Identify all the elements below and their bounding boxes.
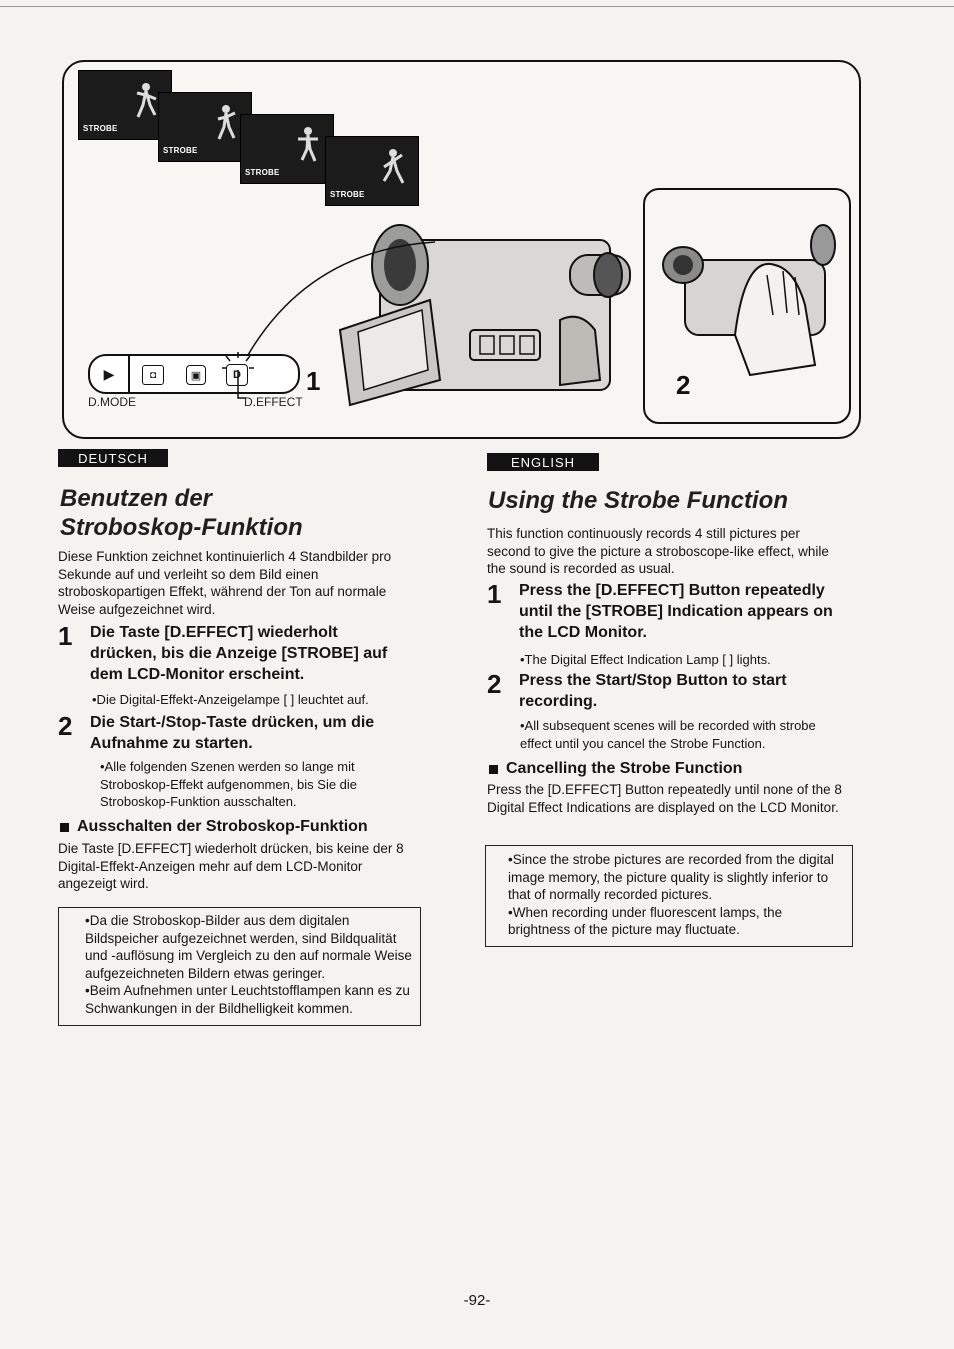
german-note-2: •Beim Aufnehmen unter Leuchtstofflampen kann es zu Schwankungen in der Bildhelligkeit kommen. <box>85 983 410 1016</box>
step-text: Press the [D.EFFECT] Button repeatedly until the [STROBE] Indication appears on the LCD Monitor. <box>519 582 833 641</box>
english-note-2: •When recording under fluorescent lamps, the brightness of the picture may fluctuate. <box>508 904 783 937</box>
english-step-2 <box>487 670 867 712</box>
english-step-1 <box>487 580 867 643</box>
digital-mode-icon[interactable]: ▣ <box>186 365 206 385</box>
german-note-box <box>58 907 421 1026</box>
strip-divider <box>128 356 130 392</box>
german-cancel-heading <box>60 818 368 836</box>
step-number: 2 <box>487 669 502 699</box>
step-number: 1 <box>487 579 502 609</box>
german-intro: Diese Funktion zeichnet kontinuierlich 4 Standbilder pro Sekunde auf und verleiht so dem Bild einen stroboskopartigen Effekt, während der Ton auf normale Weise aufgezeichnet wird. <box>58 549 392 617</box>
step-1-marker: 1 <box>306 366 321 396</box>
english-cancel-body: Press the [D.EFFECT] Button repeatedly until none of the 8 Digital Effect Indications are displayed on the LCD Monitor. <box>487 782 842 815</box>
language-tag-german: DEUTSCH <box>58 449 168 467</box>
page-number: -92- <box>463 1292 491 1309</box>
skater-figure-icon <box>215 103 237 143</box>
german-step-2 <box>58 712 428 754</box>
strobe-thumbnail <box>240 114 334 184</box>
square-bullet-icon <box>60 823 69 832</box>
language-tag-english: ENGLISH <box>487 453 599 471</box>
deffect-label: D.EFFECT <box>244 395 303 409</box>
step-number: 2 <box>58 711 73 741</box>
square-bullet-icon <box>489 765 498 774</box>
skater-figure-icon <box>297 125 319 165</box>
german-cancel-body: Die Taste [D.EFFECT] wiederholt drücken, bis keine der 8 Digital-Effekt-Anzeigen mehr auf dem LCD-Monitor angezeigt wird. <box>58 841 404 891</box>
english-step-1-bullet: •The Digital Effect Indication Lamp [ ] lights. <box>520 652 771 667</box>
thumbnail-label: STROBE <box>330 190 365 199</box>
german-step-1-bullet: •Die Digital-Effekt-Anzeigelampe [ ] leuchtet auf. <box>92 692 369 707</box>
english-intro: This function continuously records 4 still pictures per second to give the picture a stroboscope-like effect, while the sound is recorded as usual. <box>487 526 829 576</box>
thumbnail-label: STROBE <box>245 168 280 177</box>
english-step-2-bullet: •All subsequent scenes will be recorded with strobe effect until you cancel the Strobe Function. <box>520 718 816 751</box>
deffect-button-icon[interactable]: D <box>226 364 248 386</box>
german-step-2-bullet: •Alle folgenden Szenen werden so lange mit Stroboskop-Effekt aufgenommen, bis Sie die Stroboskop-Funktion ausschalten. <box>100 759 358 809</box>
deffect-leader-line <box>234 370 248 402</box>
dmode-label: D.MODE <box>88 395 136 409</box>
cancel-heading-text: Ausschalten der Stroboskop-Funktion <box>77 818 368 835</box>
photo-mode-icon[interactable]: ◘ <box>142 365 164 385</box>
german-note-1: •Da die Stroboskop-Bilder aus dem digitalen Bildspeicher aufgezeichnet werden, sind Bildqualität und -auflösung im Vergleich zu den auf normale Weise aufgezeichneten Bildern etwas geringer. <box>85 913 412 981</box>
skater-figure-icon <box>135 81 157 121</box>
german-title-line2: Stroboskop-Funktion <box>60 514 303 541</box>
callout-arc <box>240 230 440 360</box>
dmode-button-strip <box>88 354 300 394</box>
thumbnail-label: STROBE <box>163 146 198 155</box>
page-top-edge <box>0 6 954 7</box>
german-step-1 <box>58 622 428 685</box>
step-2-marker: 2 <box>676 370 691 400</box>
thumbnail-label: STROBE <box>83 124 118 133</box>
german-title-line1: Benutzen der <box>60 485 213 512</box>
step-text: Press the Start/Stop Button to start recording. <box>519 672 787 710</box>
strobe-thumbnail <box>325 136 419 206</box>
step-text: Die Start-/Stop-Taste drücken, um die Aufnahme zu starten. <box>90 714 375 752</box>
strobe-thumbnail <box>158 92 252 162</box>
english-title: Using the Strobe Function <box>488 487 788 514</box>
hand-pressing-button-illustration <box>655 215 840 380</box>
step-text: Die Taste [D.EFFECT] wiederholt drücken, bis die Anzeige [STROBE] auf dem LCD-Monitor erscheint. <box>90 624 388 683</box>
cancel-heading-text: Cancelling the Strobe Function <box>506 760 743 777</box>
english-cancel-heading <box>489 760 742 778</box>
play-icon[interactable]: ▶ <box>103 365 115 382</box>
english-note-1: •Since the strobe pictures are recorded from the digital image memory, the picture quality is slightly inferior to that of normally recorded pictures. <box>508 852 834 902</box>
skater-figure-icon <box>382 147 404 187</box>
step-number: 1 <box>58 621 73 651</box>
english-note-box <box>485 845 853 947</box>
